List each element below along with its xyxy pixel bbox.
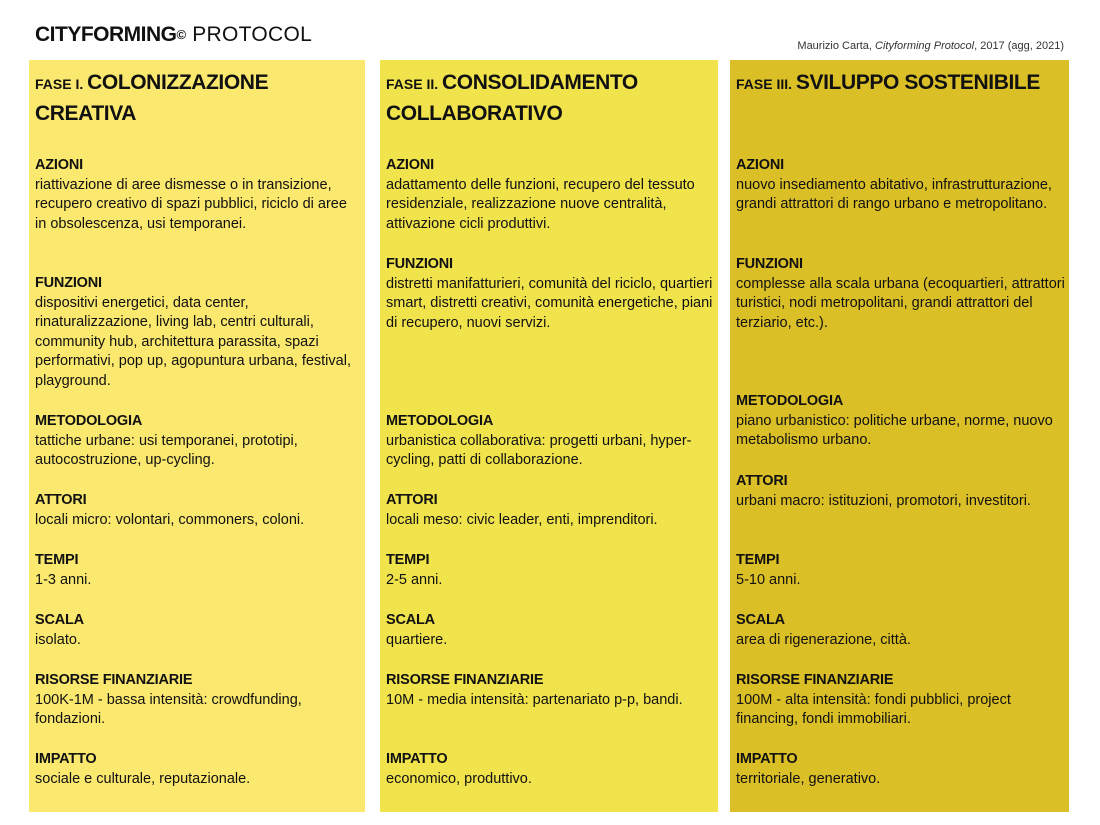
section-label: TEMPI	[35, 552, 79, 568]
phase-1-column	[29, 60, 365, 812]
credit-title: Cityforming Protocol	[875, 40, 975, 52]
section-text: tattiche urbane: usi temporanei, prototipi, autocostruzione, up-cycling.	[35, 432, 298, 468]
section-label: FUNZIONI	[35, 275, 102, 291]
section-label: SCALA	[736, 612, 785, 628]
credit-line	[797, 40, 1064, 52]
phase-3-column	[730, 60, 1069, 812]
phase-2-tempi	[386, 551, 714, 590]
section-label: RISORSE FINANZIARIE	[736, 672, 894, 688]
section-text: complesse alla scala urbana (ecoquartieri, attrattori turistici, nodi metropolitani, grandi attrattori del terziario, etc.).	[736, 275, 1065, 331]
phase-3-title: SVILUPPO SOSTENIBILE	[795, 71, 1040, 94]
section-label: RISORSE FINANZIARIE	[386, 672, 544, 688]
section-text: 100M - alta intensità: fondi pubblici, project financing, fondi immobiliari.	[736, 691, 1011, 727]
phase-1-scala	[35, 611, 361, 650]
section-text: urbani macro: istituzioni, promotori, investitori.	[736, 492, 1031, 509]
section-label: ATTORI	[386, 492, 438, 508]
section-label: AZIONI	[386, 157, 434, 173]
section-text: nuovo insediamento abitativo, infrastrutturazione, grandi attrattori di rango urbano e metropolitano.	[736, 176, 1052, 212]
section-text: distretti manifatturieri, comunità del riciclo, quartieri smart, distretti creativi, comunità energetiche, piani di recupero, nuovi servizi.	[386, 275, 713, 331]
section-label: SCALA	[386, 612, 435, 628]
section-text: 5-10 anni.	[736, 571, 801, 588]
section-label: FUNZIONI	[386, 256, 453, 272]
phase-2-attori	[386, 491, 714, 530]
phase-3-metodologia	[736, 392, 1065, 451]
phase-1-heading	[35, 68, 360, 128]
section-text: area di rigenerazione, città.	[736, 631, 911, 648]
section-label: TEMPI	[736, 552, 780, 568]
phase-1-metodologia	[35, 412, 361, 471]
section-text: quartiere.	[386, 631, 448, 648]
section-label: TEMPI	[386, 552, 430, 568]
section-text: 2-5 anni.	[386, 571, 443, 588]
phase-1-title: COLONIZZAZIONE CREATIVA	[35, 71, 269, 125]
phase-1-tempi	[35, 551, 361, 590]
section-label: ATTORI	[736, 473, 788, 489]
section-label: AZIONI	[736, 157, 784, 173]
phase-2-metodologia	[386, 412, 714, 471]
phase-3-funzioni	[736, 255, 1065, 333]
phase-2-scala	[386, 611, 714, 650]
section-text: territoriale, generativo.	[736, 770, 881, 787]
phase-2-heading	[386, 68, 713, 128]
section-text: isolato.	[35, 631, 81, 648]
section-text: 100K-1M - bassa intensità: crowdfunding, fondazioni.	[35, 691, 302, 727]
phase-2-funzioni	[386, 255, 714, 333]
phase-1-attori	[35, 491, 361, 530]
phase-2-prefix: FASE II.	[386, 76, 443, 92]
section-label: ATTORI	[35, 492, 87, 508]
phase-1-azioni	[35, 156, 361, 234]
phase-2-title: CONSOLIDAMENTO COLLABORATIVO	[386, 71, 638, 125]
phase-3-azioni	[736, 156, 1065, 215]
phase-2-azioni	[386, 156, 714, 234]
phase-3-impatto	[736, 750, 1065, 789]
phase-2-column	[380, 60, 718, 812]
section-text: riattivazione di aree dismesse o in transizione, recupero creativo di spazi pubblici, riciclo di aree in obsolescenza, usi temporanei.	[35, 176, 347, 232]
section-label: METODOLOGIA	[736, 393, 844, 409]
phase-2-impatto	[386, 750, 714, 789]
section-text: sociale e culturale, reputazionale.	[35, 770, 251, 787]
section-label: SCALA	[35, 612, 84, 628]
phase-3-prefix: FASE III.	[736, 76, 796, 92]
section-text: locali meso: civic leader, enti, imprenditori.	[386, 511, 658, 528]
phase-1-funzioni	[35, 274, 361, 391]
phase-3-heading	[736, 68, 1064, 99]
section-label: RISORSE FINANZIARIE	[35, 672, 193, 688]
section-text: 10M - media intensità: partenariato p-p, bandi.	[386, 691, 683, 708]
section-text: 1-3 anni.	[35, 571, 92, 588]
credit-year: , 2017 (agg, 2021)	[974, 40, 1064, 52]
credit-author: Maurizio Carta,	[797, 40, 876, 52]
section-label: IMPATTO	[736, 751, 798, 767]
phase-3-attori	[736, 472, 1065, 511]
section-text: urbanistica collaborativa: progetti urbani, hyper-cycling, patti di collaborazione.	[386, 432, 692, 468]
phase-1-prefix: FASE I.	[35, 76, 88, 92]
section-text: economico, produttivo.	[386, 770, 532, 787]
section-label: METODOLOGIA	[35, 413, 143, 429]
brand-title	[35, 22, 312, 48]
phase-1-impatto	[35, 750, 361, 789]
section-label: IMPATTO	[386, 751, 448, 767]
brand-light: PROTOCOL	[186, 23, 313, 46]
brand-bold: CITYFORMING	[35, 23, 177, 46]
section-label: FUNZIONI	[736, 256, 803, 272]
section-text: locali micro: volontari, commoners, coloni.	[35, 511, 305, 528]
section-text: adattamento delle funzioni, recupero del tessuto residenziale, realizzazione nuove centralità, attivazione cicli produttivi.	[386, 176, 695, 232]
phase-2-risorse	[386, 671, 714, 710]
phase-3-tempi	[736, 551, 1065, 590]
section-text: dispositivi energetici, data center, rinaturalizzazione, living lab, centri culturali, community hub, architettura parassita, spazi performativi, pop up, agopuntura urbana, festival, playground.	[35, 294, 351, 389]
section-text: piano urbanistico: politiche urbane, norme, nuovo metabolismo urbano.	[736, 412, 1053, 448]
section-label: METODOLOGIA	[386, 413, 494, 429]
phase-3-risorse	[736, 671, 1065, 730]
section-label: AZIONI	[35, 157, 83, 173]
phase-1-risorse	[35, 671, 361, 730]
copyright-mark: ©	[176, 27, 187, 42]
phase-3-scala	[736, 611, 1065, 650]
section-label: IMPATTO	[35, 751, 97, 767]
